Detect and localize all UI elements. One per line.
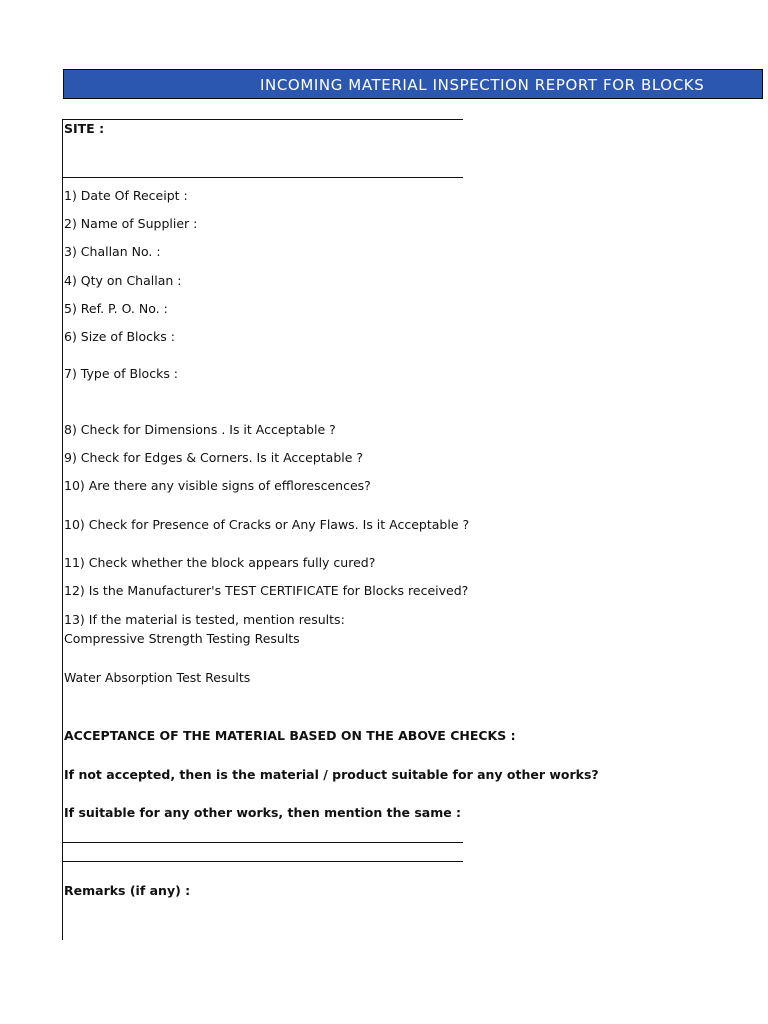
other-works-label: If suitable for any other works, then mention the same : xyxy=(64,805,462,820)
item-efflorescence: 10) Are there any visible signs of efflorescences? xyxy=(64,478,371,493)
item-challan-no: 3) Challan No. : xyxy=(64,244,161,259)
not-accepted-label: If not accepted, then is the material / product suitable for any other works? xyxy=(64,767,599,782)
item-type-of-blocks: 7) Type of Blocks : xyxy=(64,366,179,381)
site-bottom-rule xyxy=(63,177,463,178)
item-ref-po-no: 5) Ref. P. O. No. : xyxy=(64,301,168,316)
form-title-bar xyxy=(63,69,763,99)
item-date-of-receipt: 1) Date Of Receipt : xyxy=(64,188,188,203)
item-size-of-blocks: 6) Size of Blocks : xyxy=(64,329,175,344)
site-top-rule xyxy=(63,119,463,120)
item-check-dimensions: 8) Check for Dimensions . Is it Acceptable ? xyxy=(64,422,336,437)
compressive-strength-label: Compressive Strength Testing Results xyxy=(64,631,300,646)
remarks-label: Remarks (if any) : xyxy=(64,883,191,898)
water-absorption-label: Water Absorption Test Results xyxy=(64,670,251,685)
item-qty-on-challan: 4) Qty on Challan : xyxy=(64,273,182,288)
remarks-top-rule xyxy=(63,861,463,862)
form-title: INCOMING MATERIAL INSPECTION REPORT FOR BLOCKS xyxy=(260,76,705,94)
item-cracks-flaws: 10) Check for Presence of Cracks or Any Flaws. Is it Acceptable ? xyxy=(64,517,470,532)
acceptance-label: ACCEPTANCE OF THE MATERIAL BASED ON THE ABOVE CHECKS : xyxy=(64,728,516,743)
item-check-edges-corners: 9) Check for Edges & Corners. Is it Acceptable ? xyxy=(64,450,364,465)
item-fully-cured: 11) Check whether the block appears fully cured? xyxy=(64,555,376,570)
site-label: SITE : xyxy=(64,121,105,136)
item-test-certificate: 12) Is the Manufacturer's TEST CERTIFICATE for Blocks received? xyxy=(64,583,469,598)
form-left-border xyxy=(62,119,63,940)
item-test-results: 13) If the material is tested, mention results: xyxy=(64,612,345,627)
item-name-of-supplier: 2) Name of Supplier : xyxy=(64,216,198,231)
other-works-rule xyxy=(63,842,463,843)
